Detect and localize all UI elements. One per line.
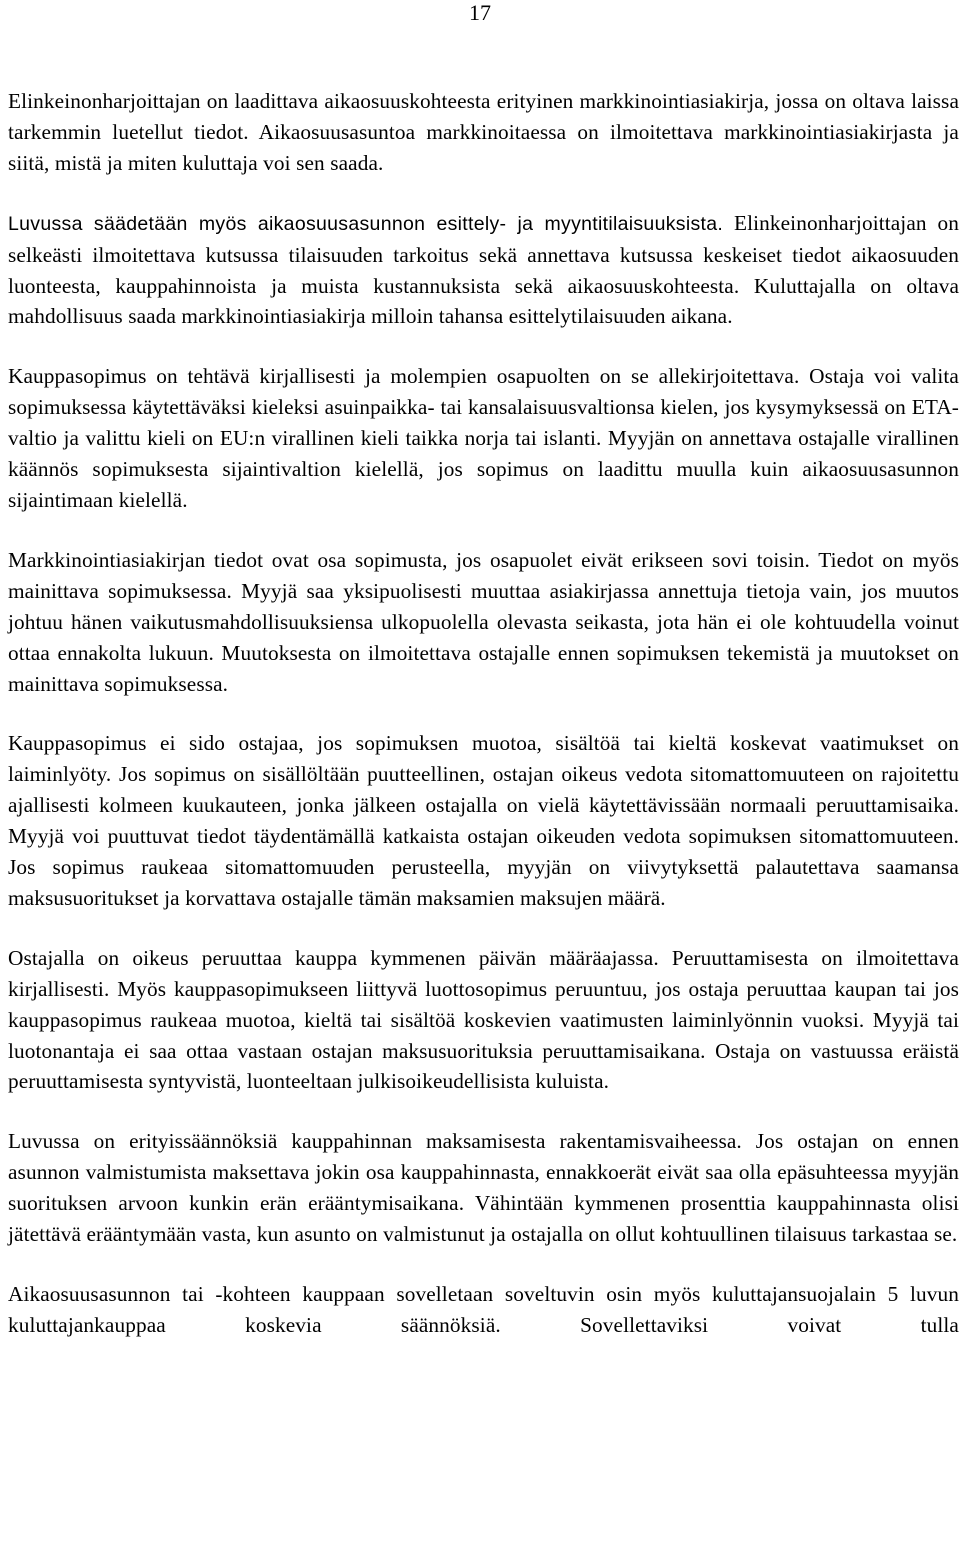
paragraph-markkinointiasiakirjan-tiedot: Markkinointiasiakirjan tiedot ovat osa sopimusta, jos osapuolet eivät erikseen sovi toisin. Tiedot on myös mainittava sopimuksessa. Myyjä saa yksipuolisesti muuttaa asiakirjassa annettuja tietoja vain, jos muutos johtuu hänen vaikutusmahdollisuuksiensa ulkopuolella olevasta seikasta, jota hän ei ole kohtuudella voinut ottaa ennakolta lukuun. Muutoksesta on ilmoitettava ostajalle ennen sopimuksen tekemistä ja muutokset on mainittava sopimuksessa. (8, 547, 959, 696)
paragraph-peruuttaminen: Ostajalla on oikeus peruuttaa kauppa kymmenen päivän määräajassa. Peruuttamisesta on ilmoitettava kirjallisesti. Myös kauppasopimukseen liittyvä luottosopimus peruuntuu, jos ostaja peruuttaa kaupan tai jos kauppasopimus raukeaa muotoa, kieltä tai sisältöä koskevien vaatimusten laiminlyönnin vuoksi. Myyjä tai luotonantaja ei saa ottaa vastaan ostajan maksusuorituksia peruuttamisaikana. Ostaja on vastuussa eräistä peruuttamisesta syntyvistä, luonteeltaan julkisoikeudellisista kuluista. (8, 945, 959, 1094)
document-body (8, 86, 959, 1341)
paragraph-kuluttajansuojalaki: Aikaosuusasunnon tai -kohteen kauppaan sovelletaan soveltuvin osin myös kuluttajansuojalain 5 luvun kuluttajankauppaa koskevia säännöksiä. Sovellettaviksi voivat tulla (8, 1282, 959, 1337)
paragraph-maksaminen: Luvussa on erityissäännöksiä kauppahinnan maksamisesta rakentamisvaiheessa. Jos ostajan on ennen asunnon valmistumista maksettava jokin osa kauppahinnasta, ennakkoerät eivät saa olla epäsuhteessa myyjän suorituksen arvoon kunkin erän erääntymisaikana. Vähintään kymmenen prosenttia kauppahinnasta olisi jätettävä erääntymään vasta, kun asunto on valmistunut ja ostajalla on ollut kohtuullinen tilaisuus tarkastaa se. (8, 1129, 959, 1247)
paragraph-sitomattomuus: Kauppasopimus ei sido ostajaa, jos sopimuksen muotoa, sisältöä tai kieltä koskevat vaatimukset on laiminlyöty. Jos sopimus on sisällöltään puutteellinen, ostajan oikeus vedota sitomattomuuteen on rajoitettu ajallisesti kolmeen kuukauteen, jonka jälkeen ostajalla on vielä käytettävissään normaali peruuttamisaika. Myyjä voi puuttuvat tiedot täydentämällä katkaista ostajan oikeuden vedota sopimuksen sitomattomuuteen. Jos sopimus raukeaa sitomattomuuden perusteella, myyjän on viivytyksettä palautettava saamansa maksusuoritukset ja korvattava ostajalle tämän maksamien maksujen määrä. (8, 731, 959, 910)
paragraph-esittelytilaisuus (8, 208, 959, 333)
paragraph-esittelytilaisuus-lead: Luvussa säädetään myös aikaosuusasunnon esittely- ja myyntitilaisuuksista. (8, 212, 724, 235)
paragraph-markkinointiasiakirja: Elinkeinonharjoittajan on laadittava aikaosuuskohteesta erityinen markkinointiasiakirja, jossa on oltava laissa tarkemmin luetellut tiedot. Aikaosuusasuntoa markkinoitaessa on ilmoitettava markkinointiasiakirjasta ja siitä, mistä ja miten kuluttaja voi sen saada. (8, 89, 959, 175)
paragraph-esittelytilaisuus-body: Elinkeinonharjoittajan on selkeästi ilmoitettava kutsussa tilaisuuden tarkoitus sekä annettava kutsussa keskeiset tiedot aikaosuuden luonteesta, kauppahinnoista ja muista kustannuksista sekä aikaosuuskohteesta. Kuluttajalla on oltava mahdollisuus saada markkinointiasiakirja milloin tahansa esittelytilaisuuden aikana. (8, 210, 960, 329)
paragraph-kauppasopimus: Kauppasopimus on tehtävä kirjallisesti ja molempien osapuolten on se allekirjoitettava. Ostaja voi valita sopimuksessa käytettäväksi kieleksi asuinpaikka- tai kansalaisuusvaltionsa kielen, jos kysymyksessä on ETA-valtio ja valittu kieli on EU:n virallinen kieli taikka norja tai islanti. Myyjän on annettava ostajalle virallinen käännös sopimuksesta sijaintivaltion kielellä, jos sopimus on laadittu muulla kuin aikaosuusasunnon sijaintimaan kielellä. (8, 364, 959, 512)
page-number: 17 (469, 0, 491, 25)
